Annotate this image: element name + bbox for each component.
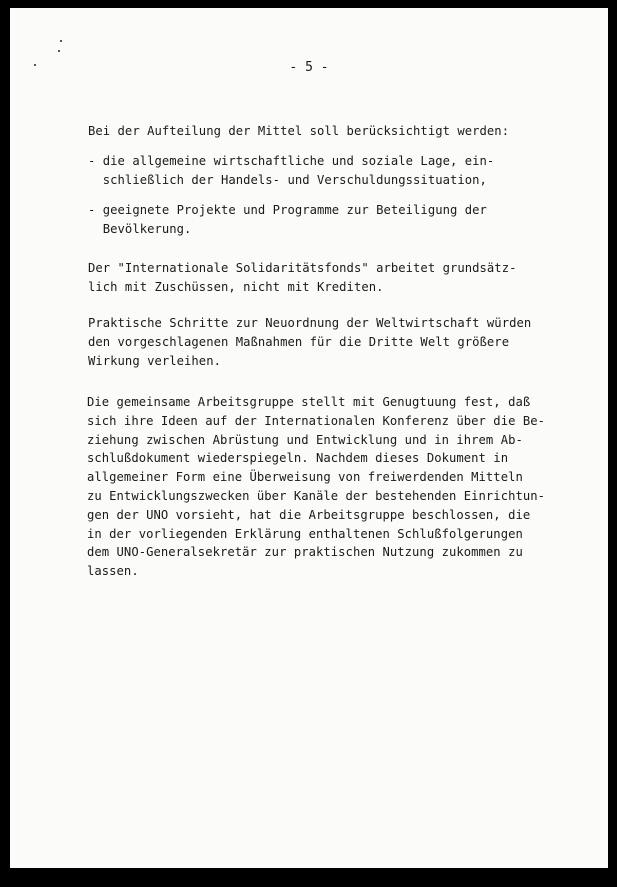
paragraph-line: zu Entwicklungszwecken über Kanäle der bestehenden Einrichtun- [87,488,546,503]
document-page [10,8,608,868]
intro-line: Bei der Aufteilung der Mittel soll berücksichtigt werden: [88,124,510,138]
paragraph-line: Wirkung verleihen. [88,353,221,368]
paragraph-line: Die gemeinsame Arbeitsgruppe stellt mit Genugtuung fest, daß [87,395,531,409]
scan-speck [58,50,60,52]
page-number: - 5 - [289,60,329,75]
paragraph-group [87,393,545,581]
paragraph-line: Der "Internationale Solidaritätsfonds" arbeitet grundsätz- [88,261,517,275]
scan-speck [60,40,62,42]
paragraph-fund [88,259,516,297]
bullet-line: - geeignete Projekte und Programme zur Beteiligung der [88,203,487,217]
paragraph-line: allgemeiner Form eine Überweisung von freiwerdenden Mitteln [87,470,523,485]
paragraph-line: Praktische Schritte zur Neuordnung der Weltwirtschaft würden [88,316,532,330]
paragraph-line: lassen. [87,564,139,579]
paragraph-line: schlußdokument wiederspiegeln. Nachdem dieses Dokument in [87,451,509,466]
bullet-list-item [88,152,494,190]
bullet-line: - die allgemeine wirtschaftliche und soziale Lage, ein- [88,154,495,168]
bullet-line: schließlich der Handels- und Verschuldungssituation, [88,172,487,187]
paragraph-line: dem UNO-Generalsekretär zur praktischen Nutzung zukommen zu [87,545,523,560]
paragraph-line: den vorgeschlagenen Maßnahmen für die Dritte Welt größere [88,334,510,349]
paragraph-line: ziehung zwischen Abrüstung und Entwicklung und in ihrem Ab- [87,432,523,447]
paragraph-steps [88,314,531,370]
paragraph-line: gen der UNO vorsieht, hat die Arbeitsgruppe beschlossen, die [87,507,531,522]
paragraph-line: sich ihre Ideen auf der Internationalen Konferenz über die Be- [87,413,546,428]
paragraph-line: in der vorliegenden Erklärung enthaltenen Schlußfolgerungen [87,526,523,541]
bullet-line: Bevölkerung. [88,221,192,236]
bullet-list-item [88,201,487,239]
paragraph-line: lich mit Zuschüssen, nicht mit Krediten. [88,279,384,294]
